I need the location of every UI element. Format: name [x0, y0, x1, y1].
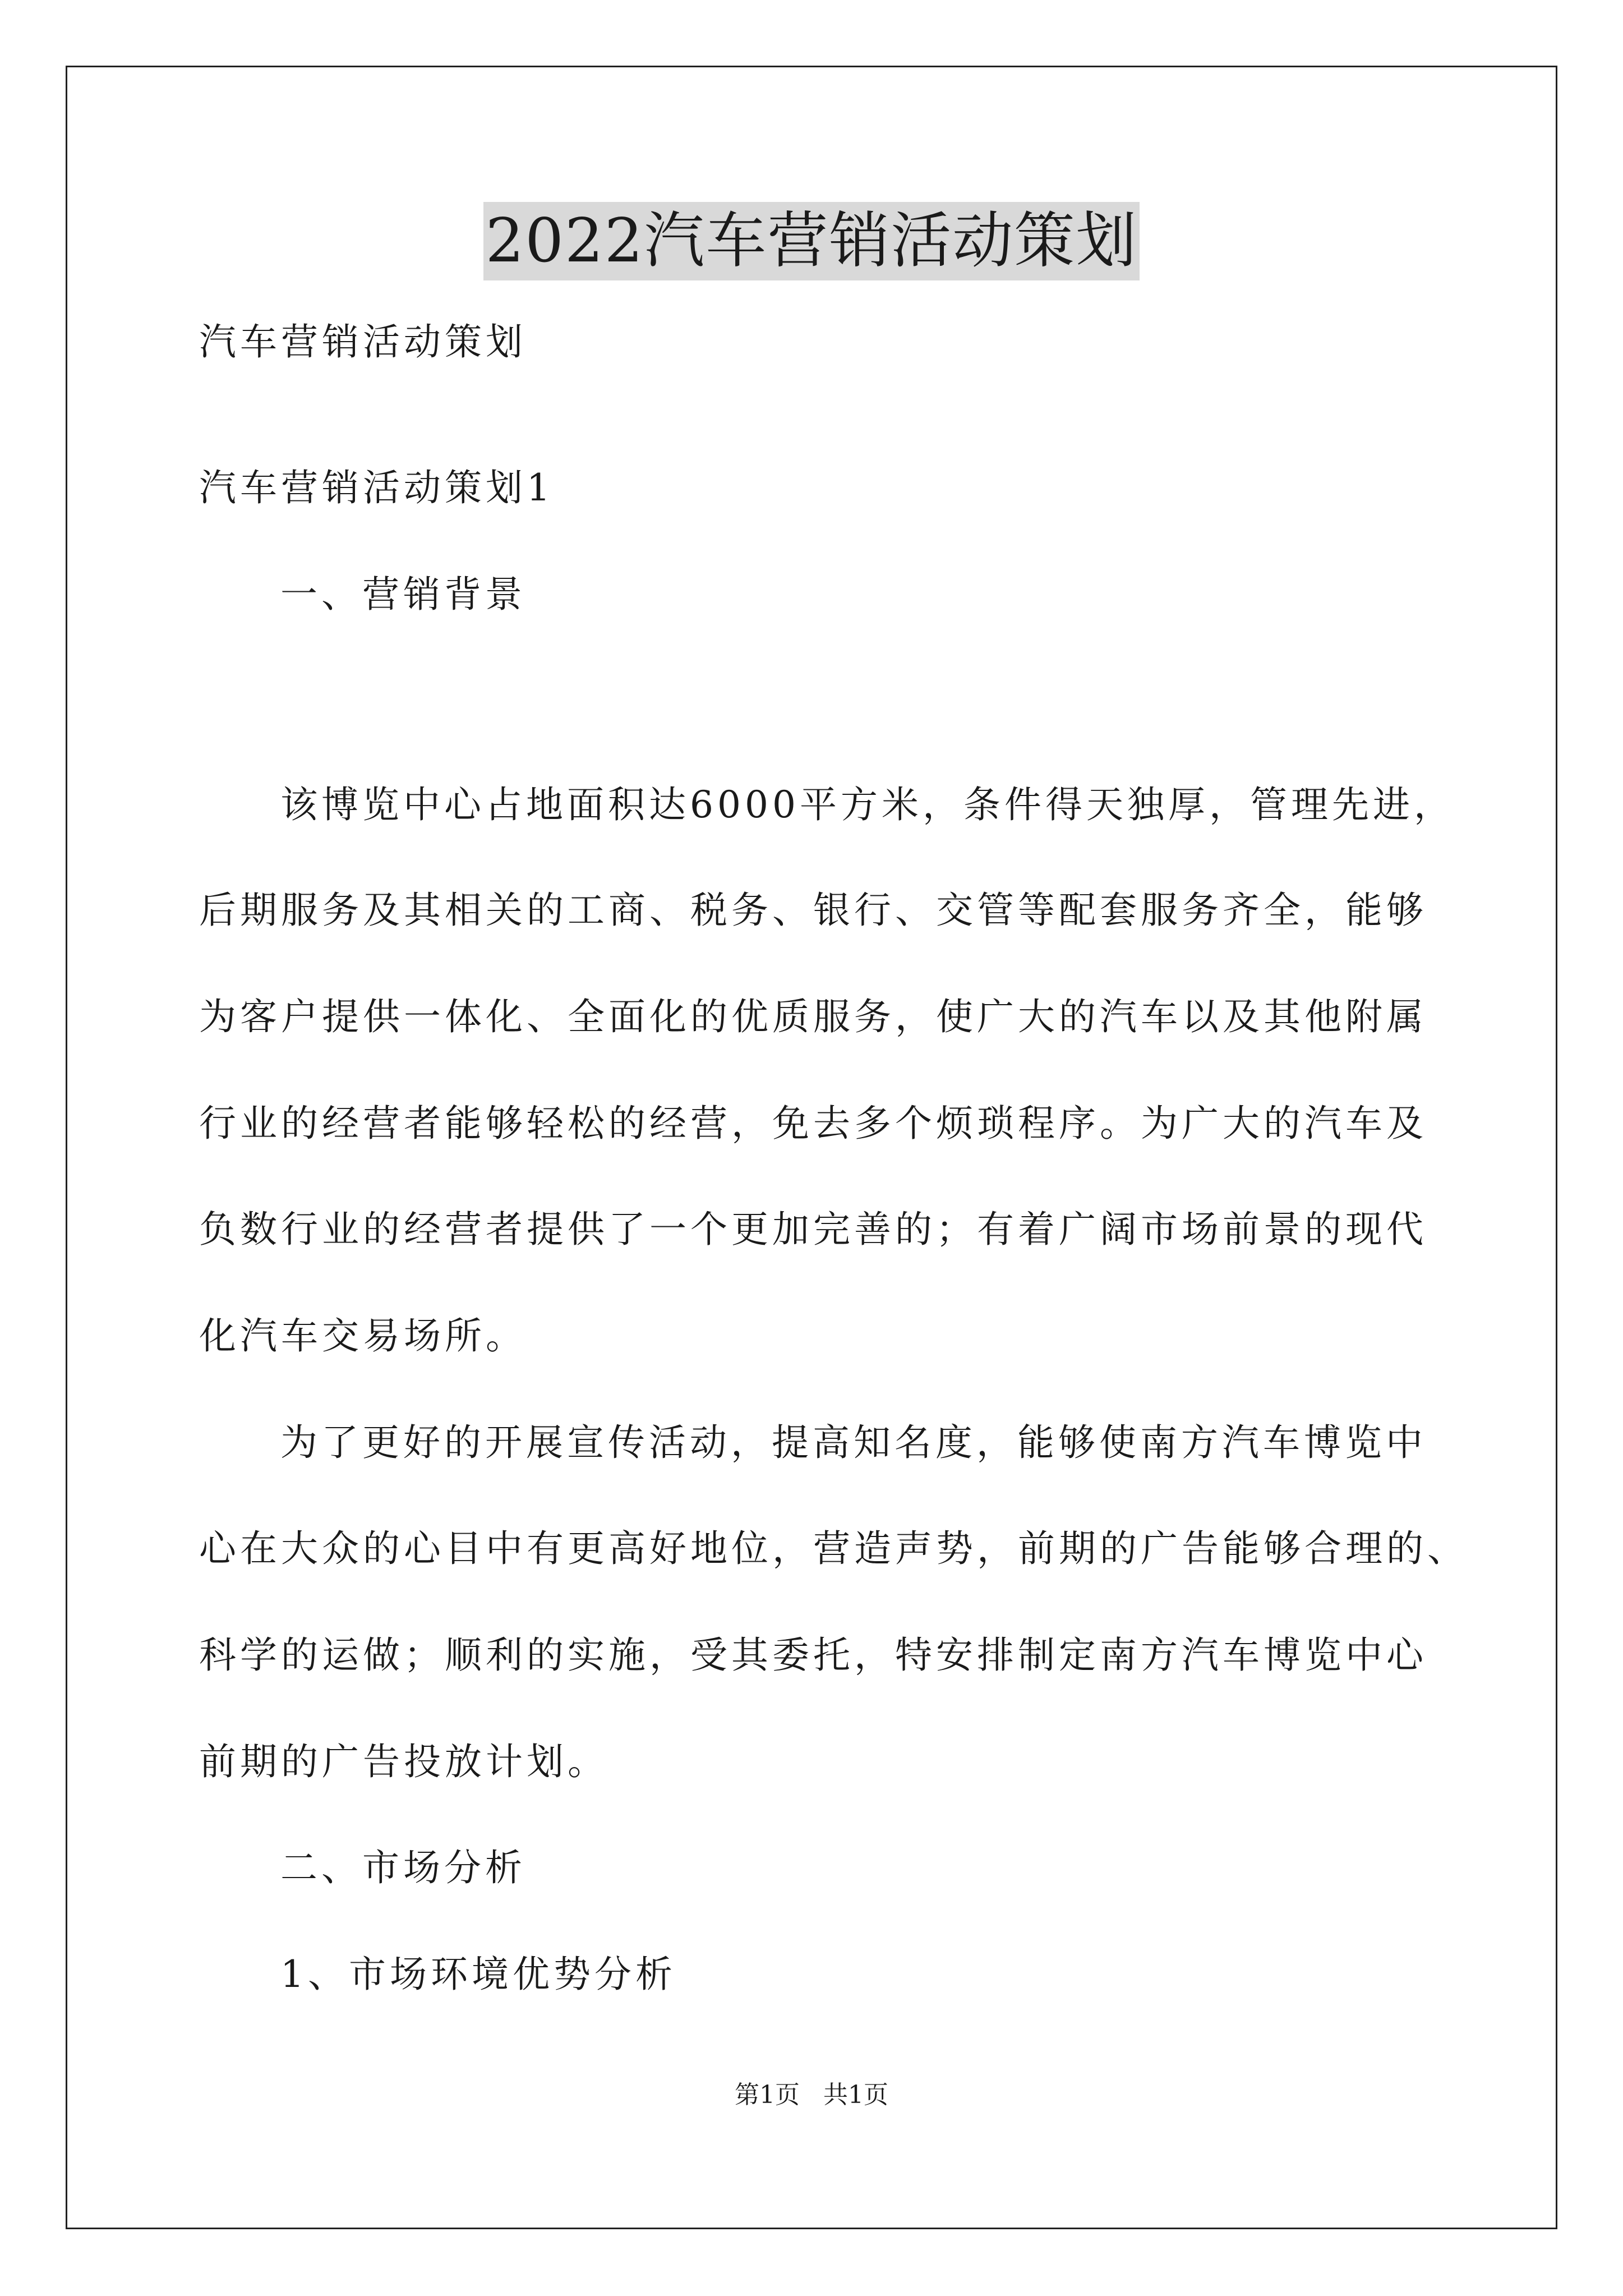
paragraph-line: 负数行业的经营者提供了一个更加完善的；有着广阔市场前景的现代 [199, 1208, 1427, 1251]
paragraph-line: 为客户提供一体化、全面化的优质服务，使广大的汽车以及其他附属 [199, 995, 1427, 1038]
paragraph-line: 该博览中心占地面积达6000平方米，条件得天独厚，管理先进， [280, 783, 1455, 826]
subsection-heading: 二、市场分析 [280, 1846, 526, 1889]
paragraph-line: 后期服务及其相关的工商、税务、银行、交管等配套服务齐全，能够 [199, 889, 1427, 932]
title-container [0, 202, 1623, 280]
paragraph-line: 化汽车交易场所。 [199, 1314, 527, 1358]
subtitle-line: 汽车营销活动策划 [199, 320, 527, 364]
paragraph-line: 行业的经营者能够轻松的经营，免去多个烦琐程序。为广大的汽车及 [199, 1102, 1427, 1145]
paragraph-line: 科学的运做；顺利的实施，受其委托，特安排制定南方汽车博览中心 [199, 1634, 1427, 1677]
subsection-heading: 一、营销背景 [280, 573, 526, 616]
subsection-heading: 1、市场环境优势分析 [280, 1953, 676, 1996]
document-title: 2022汽车营销活动策划 [483, 202, 1140, 280]
section-heading: 汽车营销活动策划1 [199, 466, 554, 509]
page-footer: 第1页 共1页 [735, 2081, 888, 2109]
paragraph-line: 前期的广告投放计划。 [199, 1740, 608, 1783]
paragraph-line: 心在大众的心目中有更高好地位，营造声势，前期的广告能够合理的、 [199, 1527, 1468, 1570]
paragraph-line: 为了更好的开展宣传活动，提高知名度，能够使南方汽车博览中 [280, 1421, 1427, 1464]
